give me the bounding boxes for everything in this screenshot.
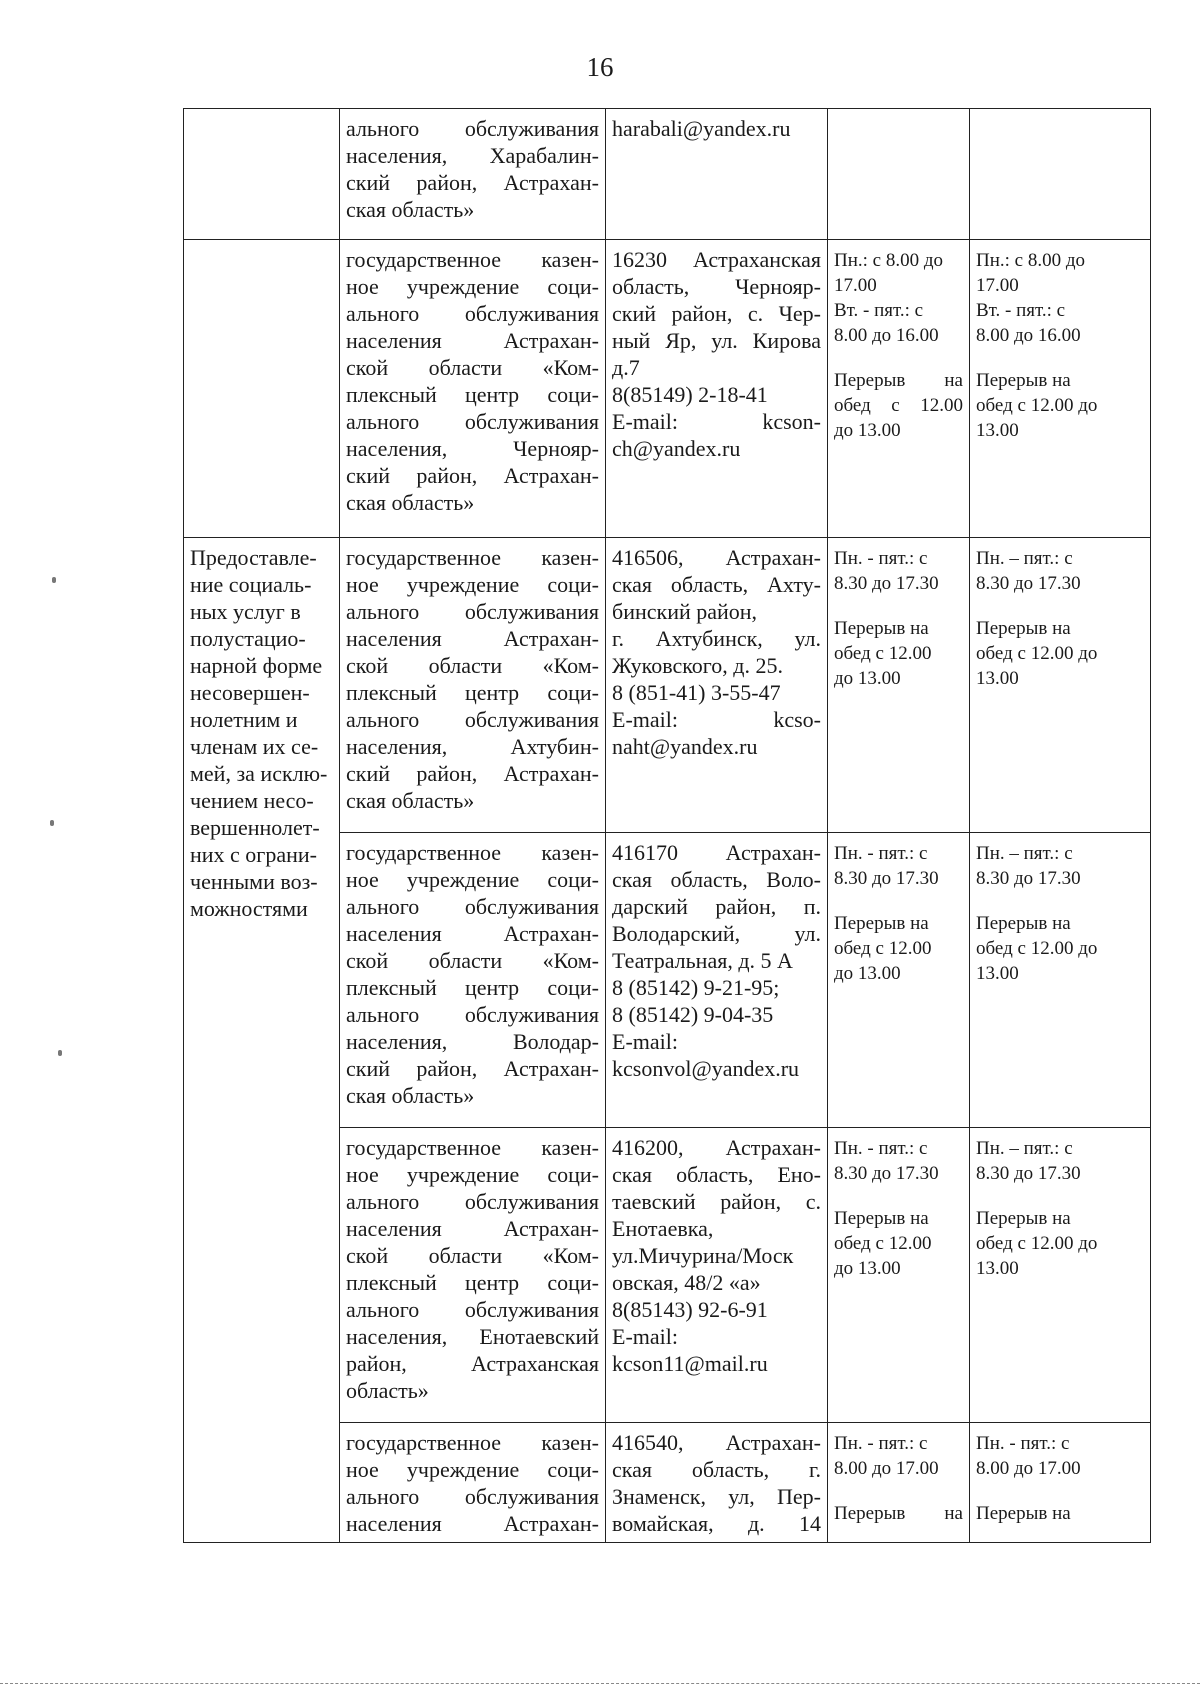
table-row [184, 109, 1151, 240]
schedule-cell: Пн.: с 8.00 до 17.00 Вт. - пят.: с 8.00 до 16.00 Перерыв на обед с 12.00 до 13.00 [970, 240, 1151, 538]
org-cell: государственное казен- ное учреждение соци- ального обслуживания населения Астрахан- ской области «Ком- плексный центр соци- ального обслуживания населения, Ахтубин- ский район, Астрахан- ская область» [340, 538, 606, 833]
service-cell-empty [184, 109, 340, 240]
org-cell: государственное казен- ное учреждение соци- ального обслуживания населения Астрахан- ской области «Ком- плексный центр соци- ального обслуживания населения, Володар- ский район, Астрахан- ская область» [340, 833, 606, 1128]
scan-artifact [50, 820, 54, 826]
org-cell: государственное казен- ное учреждение соци- ального обслуживания населения Астрахан- [340, 1423, 606, 1543]
table-row [184, 538, 1151, 833]
schedule-cell: Пн. - пят.: с 8.30 до 17.30 Перерыв на обед с 12.00 до 13.00 [828, 1128, 970, 1423]
services-table [183, 108, 1151, 1543]
service-cell-empty [184, 240, 340, 538]
schedule-cell: Пн. - пят.: с 8.30 до 17.30 Перерыв на обед с 12.00 до 13.00 [828, 833, 970, 1128]
page-number: 16 [586, 52, 614, 82]
schedule-cell: Пн. – пят.: с 8.30 до 17.30 Перерыв на обед с 12.00 до 13.00 [970, 538, 1151, 833]
address-cell: 16230 Астраханская область, Чернояр- ский район, с. Чер- ный Яр, ул. Кирова д.7 8(85149) 2-18-41 E-mail: kcson- ch@yandex.ru [606, 240, 828, 538]
table-row [184, 240, 1151, 538]
schedule-cell [970, 109, 1151, 240]
schedule-cell: Пн. – пят.: с 8.30 до 17.30 Перерыв на обед с 12.00 до 13.00 [970, 1128, 1151, 1423]
address-cell: 416506, Астрахан- ская область, Ахту- бинский район, г. Ахтубинск, ул. Жуковского, д. 25. 8 (851-41) 3-55-47 E-mail: kcso- naht@yandex.ru [606, 538, 828, 833]
scan-artifact [58, 1050, 62, 1056]
schedule-cell: Пн. - пят.: с 8.30 до 17.30 Перерыв на обед с 12.00 до 13.00 [828, 538, 970, 833]
schedule-cell: Пн.: с 8.00 до 17.00 Вт. - пят.: с 8.00 до 16.00 Перерыв на обед с 12.00 до 13.00 [828, 240, 970, 538]
service-description-cell: Предоставле- ние социаль- ных услуг в полустацио- нарной форме несовершен- нолетним и членам их се- мей, за исклю- чением несо- вершеннолет- них с ограни- ченными воз- можностями [184, 538, 340, 1543]
email-text: harabali@yandex.ru [612, 116, 791, 141]
schedule-cell: Пн. - пят.: с 8.00 до 17.00 Перерыв на [828, 1423, 970, 1543]
scan-artifact [52, 577, 56, 583]
schedule-cell: Пн. – пят.: с 8.30 до 17.30 Перерыв на обед с 12.00 до 13.00 [970, 833, 1151, 1128]
schedule-cell: Пн. - пят.: с 8.00 до 17.00 Перерыв на [970, 1423, 1151, 1543]
org-cell: ального обслуживания населения, Харабалин- ский район, Астрахан- ская область» [340, 109, 606, 240]
schedule-cell [828, 109, 970, 240]
page-bottom-edge [0, 1683, 1200, 1684]
org-cell: государственное казен- ное учреждение соци- ального обслуживания населения Астрахан- ской области «Ком- плексный центр соци- ального обслуживания населения, Енотаевский район, Астраханская область» [340, 1128, 606, 1423]
org-cell: государственное казен- ное учреждение соци- ального обслуживания населения Астрахан- ской области «Ком- плексный центр соци- ального обслуживания населения, Чернояр- ский район, Астрахан- ская область» [340, 240, 606, 538]
address-cell: 416200, Астрахан- ская область, Ено- таевский район, с. Енотаевка, ул.Мичурина/Моск овская, 48/2 «а» 8(85143) 92-6-91 E-mail: kcson11@mail.ru [606, 1128, 828, 1423]
address-cell [606, 109, 828, 240]
address-cell: 416540, Астрахан- ская область, г. Знаменск, ул, Пер- вомайская, д. 14 [606, 1423, 828, 1543]
address-cell: 416170 Астрахан- ская область, Воло- дарский район, п. Володарский, ул. Театральная, д. 5 А 8 (85142) 9-21-95; 8 (85142) 9-04-35 E-mail: kcsonvol@yandex.ru [606, 833, 828, 1128]
